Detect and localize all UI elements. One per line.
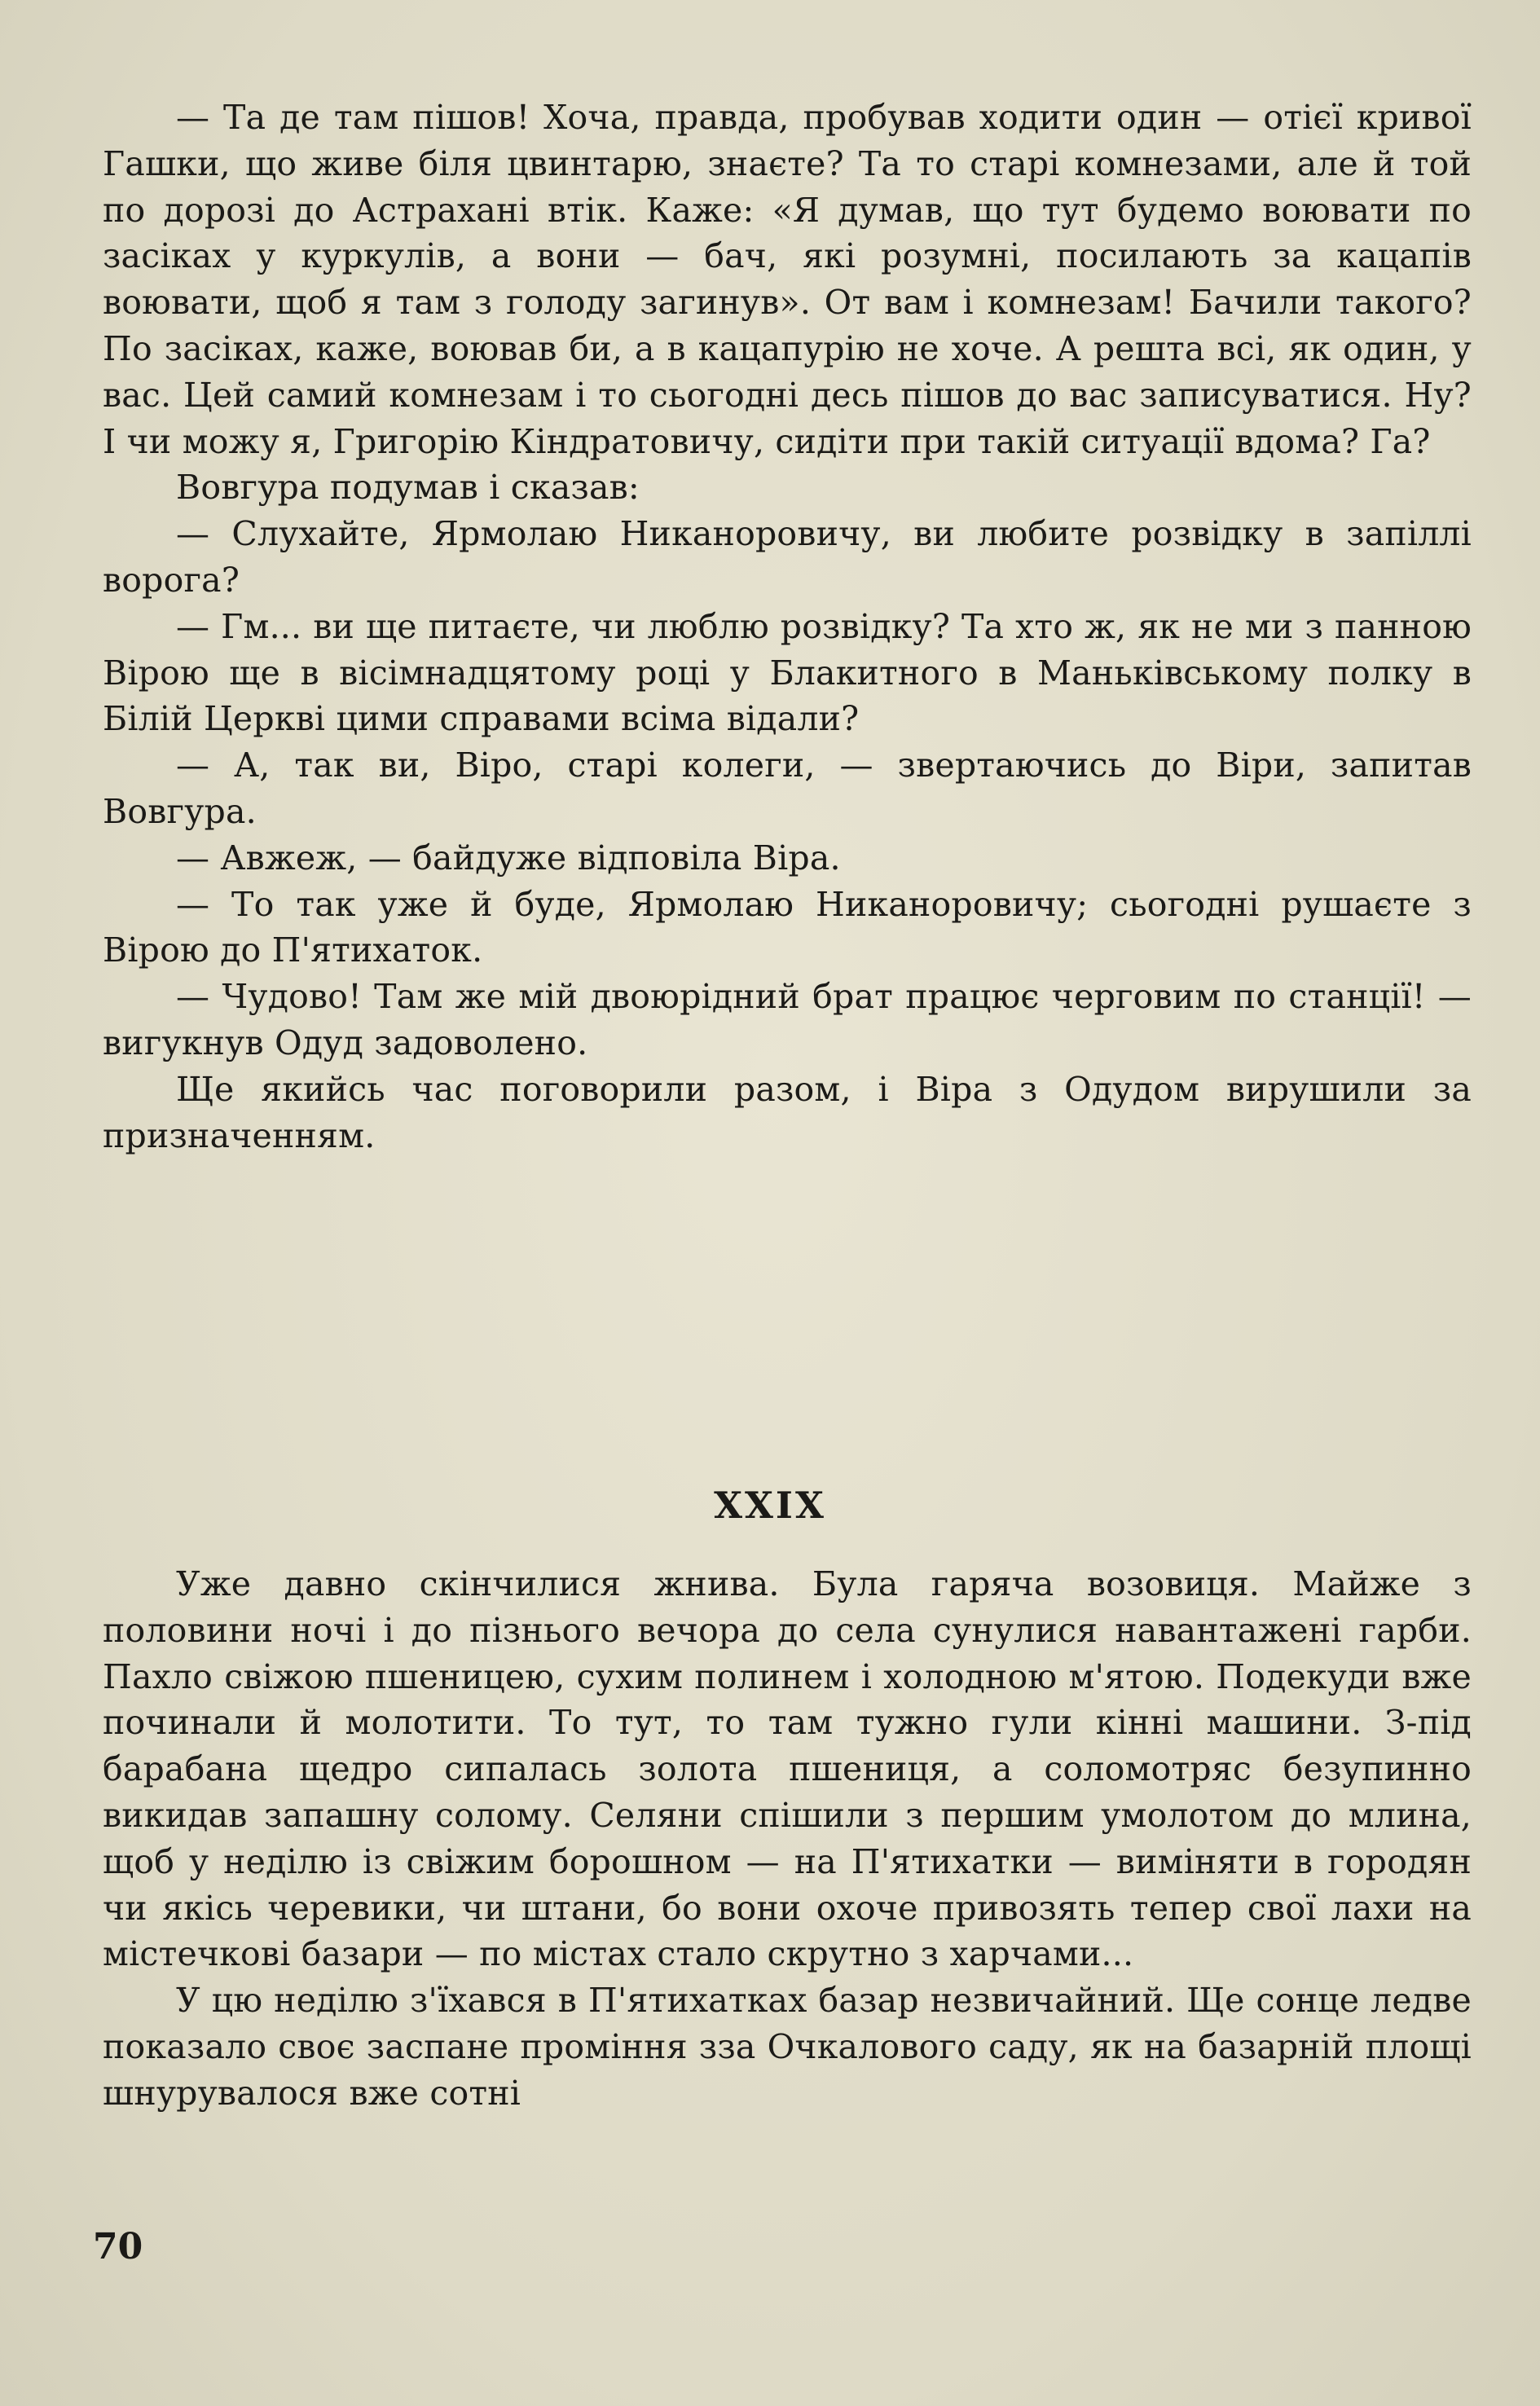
paragraph: — А, так ви, Віро, старі колеги, — звертаючись до Віри, запитав Вовгура. (103, 746, 1472, 831)
text-before-heading (103, 95, 1472, 1159)
paragraph: — Авжеж, — байдуже відповіла Віра. (176, 838, 841, 878)
paragraph: — То так уже й буде, Ярмолаю Никаноровичу; сьогодні рушаєте з Вірою до П'ятихаток. (103, 884, 1472, 970)
paragraph: — Слухайте, Ярмолаю Никаноровичу, ви любите розвідку в запіллі ворога? (103, 514, 1472, 600)
chapter-heading: XXIX (714, 1484, 826, 1527)
paragraph: Вовгура подумав і сказав: (176, 468, 640, 508)
text-after-heading (103, 1561, 1472, 2117)
paragraph: У цю неділю з'їхався в П'ятихатках базар незвичайний. Ще сонце ледве показало своє заспане проміння зза Очкалового саду, як на базарній площі шнурувалося вже сотні (103, 1981, 1472, 2113)
paragraph: — Гм... ви ще питаєте, чи люблю розвідку? Та хто ж, як не ми з панною Вірою ще в вісімнадцятому році у Блакитного в Маньківському полку в Білій Церкві цими справами всіма відали? (103, 606, 1472, 739)
paragraph: Ще якийсь час поговорили разом, і Віра з Одудом вирушили за призначенням. (103, 1069, 1472, 1155)
paragraph: Уже давно скінчилися жнива. Була гаряча возовиця. Майже з половини ночі і до пізнього вечора до села сунулися навантажені гарби. Пахло свіжою пшеницею, сухим полинем і холодною м'ятою. Подекуди вже починали й молотити. То тут, то там тужно гули кінні машини. З-під барабана щедро сипалась золота пшениця, а соломотряс безупинно викидав запашну солому. Селяни спішили з першим умолотом до млина, щоб у неділю із свіжим борошном — на П'ятихатки — виміняти в городян чи якісь черевики, чи штани, бо вони охоче привозять тепер свої лахи на містечкові базари — по містах стало скрутно з харчами... (103, 1564, 1472, 1974)
paragraph: — Та де там пішов! Хоча, правда, пробував ходити один — отієї кривої Гашки, що живе біля цвинтарю, знаєте? Та то старі комнезами, але й той по дорозі до Астрахані втік. Каже: «Я думав, що тут будемо воювати по засіках у куркулів, а вони — бач, які розумні, посилають за кацапів воювати, щоб я там з голоду загинув». От вам і комнезам! Бачили такого? По засіках, каже, воював би, а в кацапурію не хоче. А решта всі, як один, у вас. Цей самий комнезам і то сьогодні десь пішов до вас записуватися. Ну? І чи можу я, Григорію Кіндратовичу, сидіти при такій ситуації вдома? Га? (103, 98, 1472, 461)
page-number: 70 (93, 2226, 143, 2267)
paragraph: — Чудово! Там же мій двоюрідний брат працює черговим по станції! — вигукнув Одуд задоволено. (103, 977, 1472, 1062)
